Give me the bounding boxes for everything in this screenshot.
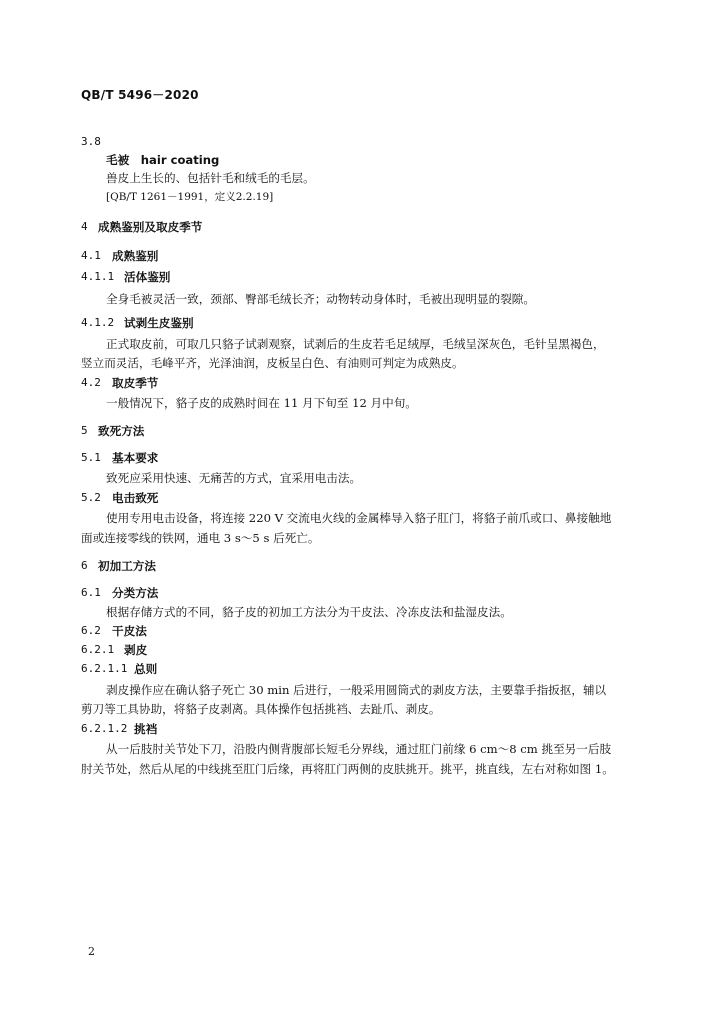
section-5-2-number: 5.2 — [81, 491, 101, 504]
section-6-2-1-2-number: 6.2.1.2 — [81, 722, 128, 735]
section-6-2-title: 干皮法 — [112, 624, 147, 638]
section-4-2-number: 4.2 — [81, 376, 101, 389]
section-4-1-2-number: 4.1.2 — [81, 316, 115, 329]
section-4-title: 成熟鉴别及取皮季节 — [98, 220, 203, 234]
section-4-2-title: 取皮季节 — [112, 376, 159, 390]
section-5-2-text-line1: 使用专用电击设备，将连接 220 V 交流电火线的金属棒导入貉子肛门，将貉子前爪或口、鼻接触地 — [106, 511, 612, 525]
section-5-2-text-line2: 面或连接零线的铁网，通电 3 s～5 s 后死亡。 — [81, 531, 320, 545]
section-4-2-text: 一般情况下，貉子皮的成熟时间在 11 月下旬至 12 月中旬。 — [106, 396, 417, 410]
section-6-2-1-2-text-line1: 从一后肢肘关节处下刀，沿股内侧背腹部长短毛分界线，通过肛门前缘 6 cm～8 cm 挑至另一后肢 — [106, 742, 612, 756]
section-6-1-number: 6.1 — [81, 586, 101, 599]
section-6-2-1-2-title: 挑裆 — [134, 722, 158, 736]
term-definition: 兽皮上生长的、包括针毛和绒毛的毛层。 — [106, 171, 315, 185]
section-6-2-1-1-title: 总则 — [134, 662, 158, 676]
section-4-number: 4 — [81, 220, 88, 233]
section-6-2-number: 6.2 — [81, 624, 101, 637]
section-5-title: 致死方法 — [98, 424, 145, 438]
section-6-1-text: 根据存储方式的不同，貉子皮的初加工方法分为干皮法、冷冻皮法和盐湿皮法。 — [106, 605, 512, 619]
section-6-2-1-1-text-line1: 剥皮操作应在确认貉子死亡 30 min 后进行，一般采用圆筒式的剥皮方法，主要靠手指扳抠，辅以 — [106, 683, 607, 697]
section-5-2-title: 电击致死 — [112, 491, 159, 505]
section-5-number: 5 — [81, 424, 88, 437]
section-4-1-1-title: 活体鉴别 — [124, 270, 171, 284]
section-5-1-title: 基本要求 — [112, 451, 159, 465]
section-6-title: 初加工方法 — [98, 559, 156, 573]
section-4-1-1-number: 4.1.1 — [81, 270, 115, 283]
section-4-1-number: 4.1 — [81, 249, 101, 262]
section-6-2-1-1-number: 6.2.1.1 — [81, 662, 128, 675]
section-4-1-2-title: 试剥生皮鉴别 — [124, 316, 194, 330]
section-5-1-text: 致死应采用快速、无痛苦的方式，宜采用电击法。 — [106, 471, 362, 485]
section-4-1-1-text: 全身毛被灵活一致，颈部、臀部毛绒长齐；动物转动身体时，毛被出现明显的裂隙。 — [106, 292, 535, 306]
term-title: 毛被 hair coating — [106, 153, 220, 167]
section-4-1-2-text-line2: 竖立而灵活，毛峰平齐，光泽油润，皮板呈白色、有油则可判定为成熟皮。 — [81, 356, 464, 370]
section-6-2-1-1-text-line2: 剪刀等工具协助，将貉子皮剥离。具体操作包括挑裆、去趾爪、剥皮。 — [81, 702, 441, 716]
section-6-1-title: 分类方法 — [112, 586, 159, 600]
term-source: [QB/T 1261－1991，定义2.2.19] — [106, 191, 274, 203]
page-number: 2 — [88, 945, 95, 958]
section-4-1-2-text-line1: 正式取皮前，可取几只貉子试剥观察，试剥后的生皮若毛足绒厚，毛绒呈深灰色，毛针呈黑褐色， — [106, 337, 605, 351]
document-code: QB/T 5496－2020 — [81, 88, 199, 102]
section-6-2-1-2-text-line2: 肘关节处，然后从尾的中线挑至肛门后缘，再将肛门两侧的皮肤挑开。挑平，挑直线，左右对称如图 1。 — [81, 762, 614, 776]
term-number: 3.8 — [81, 135, 101, 148]
section-6-number: 6 — [81, 559, 88, 572]
section-5-1-number: 5.1 — [81, 451, 101, 464]
section-6-2-1-number: 6.2.1 — [81, 643, 115, 656]
section-6-2-1-title: 剥皮 — [124, 643, 148, 657]
section-4-1-title: 成熟鉴别 — [112, 249, 159, 263]
